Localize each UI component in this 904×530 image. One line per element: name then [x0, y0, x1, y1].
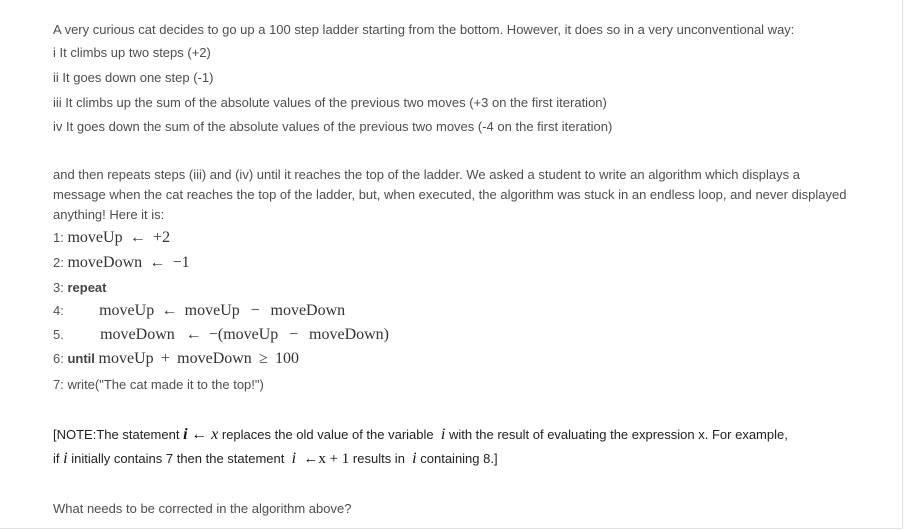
line-number: 5.: [53, 327, 64, 342]
line-number: 3:: [53, 280, 64, 295]
algo-line-4: 4: moveUp ← moveUp − moveDown: [53, 302, 346, 319]
step-ii: ii It goes down one step (-1): [53, 70, 214, 85]
algo-line-3: 3: repeat: [53, 280, 107, 295]
note-line-1: [NOTE:The statement i ← x replaces the old value of the variable i with the result of evaluating the expression x. For example,: [53, 426, 788, 443]
question-text: What needs to be corrected in the algorithm above?: [53, 501, 352, 516]
algo-line-1: 1: moveUp ← +2: [53, 229, 171, 246]
note-line-2: if i initially contains 7 then the statement i ←x + 1 results in i containing 8.]: [53, 450, 498, 467]
line-number: 4:: [53, 303, 64, 318]
intro-text: A very curious cat decides to go up a 100 step ladder starting from the bottom. However, it does so in a very unconventional way:: [53, 22, 795, 37]
line-number: 6:: [53, 351, 64, 366]
step-iii: iii It climbs up the sum of the absolute values of the previous two moves (+3 on the first iteration): [53, 95, 607, 110]
algo-line-2: 2: moveDown ← −1: [53, 254, 190, 271]
step-i: i It climbs up two steps (+2): [53, 45, 211, 60]
algo-line-7: 7: write("The cat made it to the top!"): [53, 377, 264, 392]
algo-line-6: 6: until moveUp + moveDown ≥ 100: [53, 350, 300, 367]
line-number: 2:: [53, 255, 64, 270]
line-number: 7:: [53, 377, 64, 392]
line-number: 1:: [53, 230, 64, 245]
algo-line-5: 5. moveDown ← −(moveUp − moveDown): [53, 326, 389, 343]
step-iv: iv It goes down the sum of the absolute values of the previous two moves (-4 on the first iteration): [53, 119, 613, 134]
description-paragraph: and then repeats steps (iii) and (iv) until it reaches the top of the ladder. We asked a student to write an algorithm which displays a message when the cat reaches the top of the ladder, but, when executed, the algorithm was stuck in an endless loop, and never displayed anything! Here it is:: [53, 167, 847, 222]
